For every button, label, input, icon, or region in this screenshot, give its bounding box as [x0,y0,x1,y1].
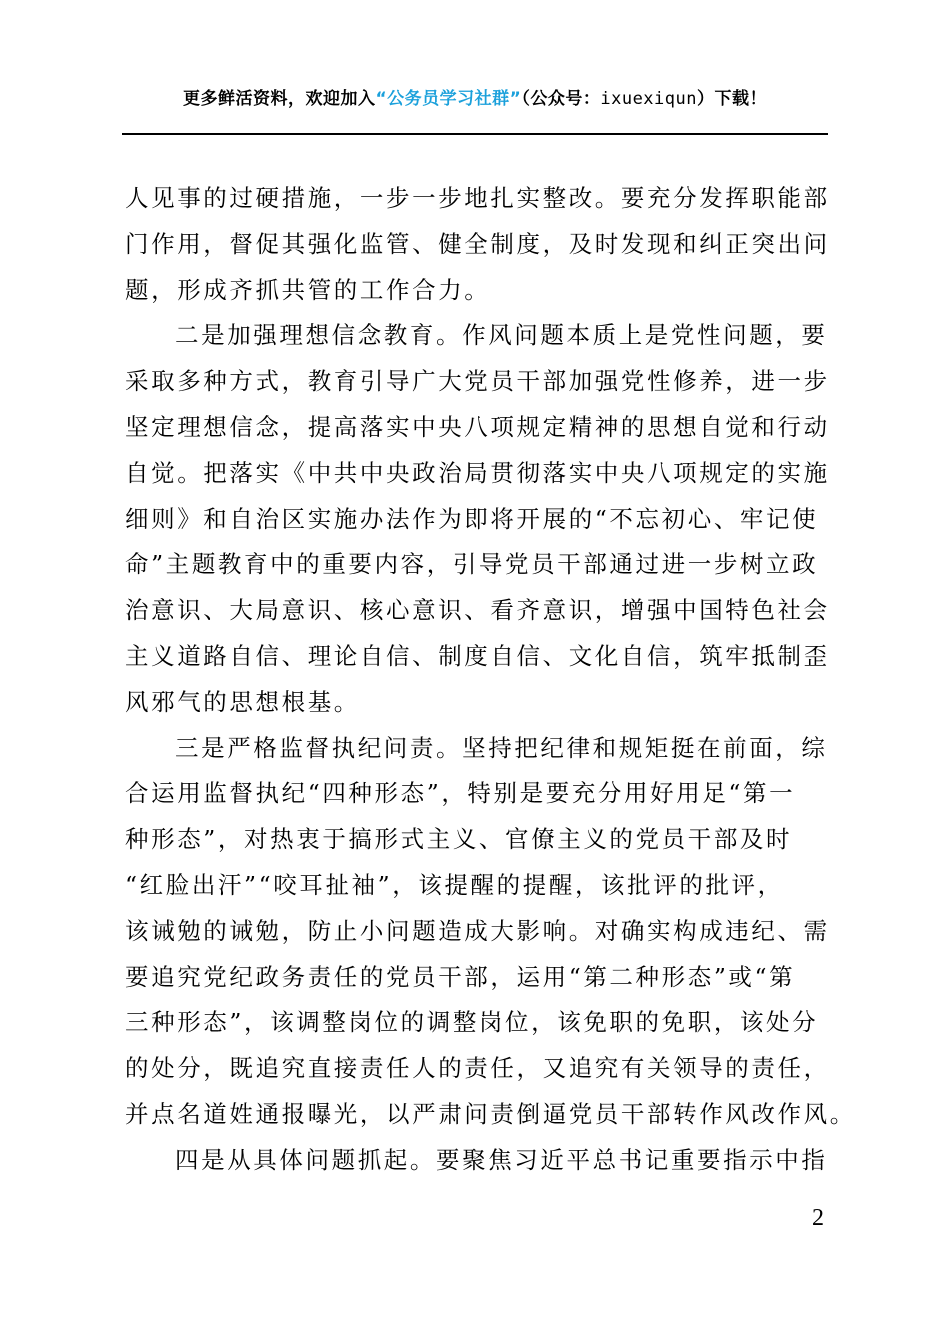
page-header [0,84,950,109]
body-line: 题，形成齐抓共管的工作合力。 [125,275,491,304]
body-line: 坚定理想信念，提高落实中央八项规定精神的思想自觉和行动 [125,412,830,441]
paragraph-start-line: 三是严格监督执纪问责。坚持把纪律和规矩挺在前面，综 [175,733,828,762]
body-line: 该诫勉的诫勉，防止小问题造成大影响。对确实构成违纪、需 [125,916,830,945]
body-line: 合运用监督执纪“四种形态”，特别是要充分用好用足“第一 [125,779,796,808]
header-account-prefix: （公众号： [521,89,601,109]
paragraph-start-line: 四是从具体问题抓起。要聚焦习近平总书记重要指示中指 [175,1145,828,1174]
body-line: 采取多种方式，教育引导广大党员干部加强党性修养，进一步 [125,367,830,396]
page-number: 2 [812,1205,824,1231]
body-line: 门作用，督促其强化监管、健全制度，及时发现和纠正突出问 [125,229,830,258]
body-line: 的处分，既追究直接责任人的责任，又追究有关领导的责任， [125,1054,830,1083]
header-account-id: ixuexiqun [600,89,697,109]
body-line: 细则》和自治区实施办法作为即将开展的“不忘初心、牢记使 [125,504,819,533]
body-line: 要追究党纪政务责任的党员干部，运用“第二种形态”或“第 [125,962,796,991]
header-divider [122,133,828,135]
body-line: 治意识、大局意识、核心意识、看齐意识，增强中国特色社会 [125,596,830,625]
body-line: 种形态”，对热衷于搞形式主义、官僚主义的党员干部及时 [125,825,793,854]
paragraph-start-line: 二是加强理想信念教育。作风问题本质上是党性问题，要 [175,321,828,350]
header-group-name: “公务员学习社群” [375,89,522,109]
body-line: 命”主题教育中的重要内容，引导党员干部通过进一步树立政 [125,550,819,579]
body-line: 人见事的过硬措施，一步一步地扎实整改。要充分发挥职能部 [125,184,830,212]
body-line: 主义道路自信、理论自信、制度自信、文化自信，筑牢抵制歪 [125,641,830,670]
body-line: 风邪气的思想根基。 [125,687,360,716]
document-body [125,176,856,1184]
body-line: 三种形态”，该调整岗位的调整岗位，该免职的免职，该处分 [125,1008,819,1037]
body-line: “红脸出汗”“咬耳扯袖”，该提醒的提醒，该批评的批评， [125,870,784,899]
body-line: 自觉。把落实《中共中央政治局贯彻落实中央八项规定的实施 [125,458,830,487]
header-suffix: ）下载！ [696,89,767,109]
body-line: 并点名道姓通报曝光，以严肃问责倒逼党员干部转作风改作风。 [125,1099,856,1128]
header-prefix: 更多鲜活资料，欢迎加入 [183,89,376,109]
